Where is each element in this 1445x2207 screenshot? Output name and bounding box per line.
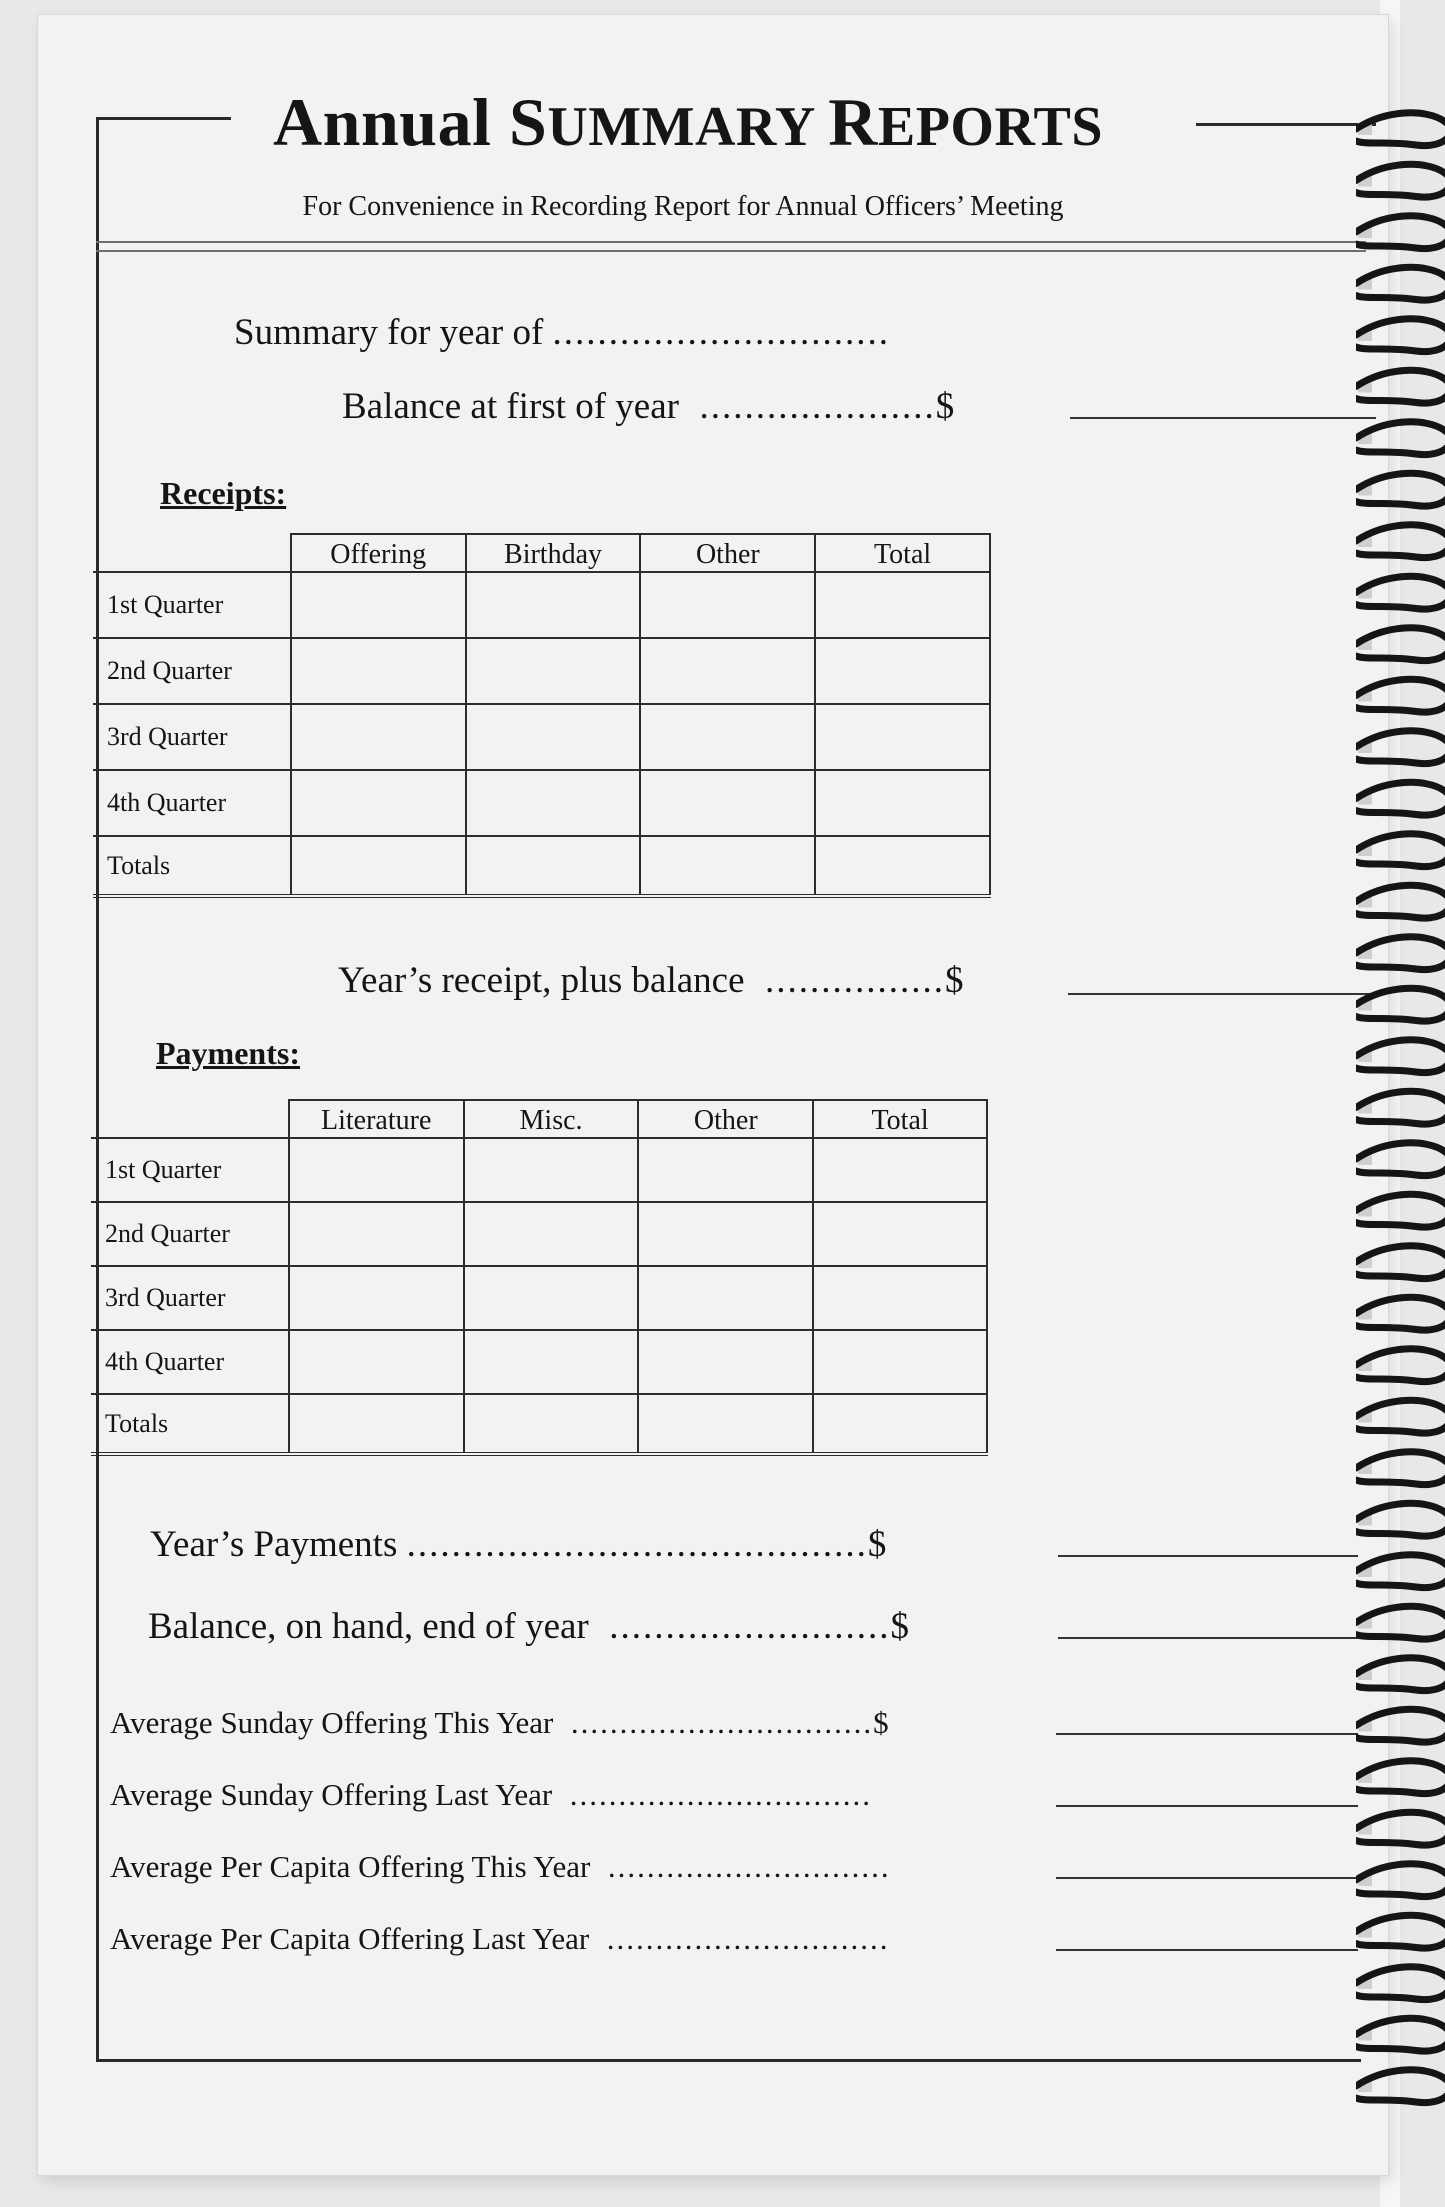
leader-dots: ............................... — [561, 1705, 874, 1740]
year-payments-line — [150, 1523, 886, 1566]
table-cell[interactable] — [813, 1394, 987, 1454]
table-cell[interactable] — [640, 836, 815, 896]
balance-end-field[interactable] — [1058, 1637, 1358, 1639]
avg-sunday-this-label: Average Sunday Offering This Year — [110, 1705, 554, 1740]
row-label: 2nd Quarter — [91, 1202, 289, 1266]
row-label: 1st Quarter — [91, 1138, 289, 1202]
table-cell[interactable] — [291, 836, 466, 896]
dollar-sign: $ — [945, 960, 964, 1001]
receipts-corner — [93, 534, 291, 572]
avg-sunday-last-line — [110, 1777, 872, 1813]
table-cell[interactable] — [815, 638, 990, 704]
leader-dots: ................ — [753, 960, 946, 1001]
table-cell[interactable] — [464, 1330, 639, 1394]
summary-year-label: Summary for year of — [234, 312, 544, 353]
table-cell[interactable] — [289, 1202, 464, 1266]
receipts-col-header: Birthday — [466, 534, 641, 572]
balance-first-line — [342, 385, 954, 428]
leader-dots: .............................. — [552, 312, 891, 353]
table-cell[interactable] — [291, 572, 466, 638]
table-cell[interactable] — [466, 770, 641, 836]
table-row — [91, 1202, 987, 1266]
table-row — [93, 638, 990, 704]
avg-sunday-last-field[interactable] — [1056, 1805, 1358, 1807]
receipts-heading: Receipts: — [160, 475, 287, 511]
payments-col-header: Literature — [289, 1100, 464, 1138]
balance-end-label: Balance, on hand, end of year — [148, 1606, 589, 1647]
page-title — [13, 83, 1363, 162]
payments-corner — [91, 1100, 289, 1138]
table-row — [93, 836, 990, 896]
payments-col-header: Misc. — [464, 1100, 639, 1138]
leader-dots: ......................................... — [406, 1524, 868, 1565]
avg-capita-this-field[interactable] — [1056, 1877, 1358, 1879]
receipts-total-field[interactable] — [1068, 993, 1376, 995]
title-summary-rest: UMMARY — [547, 96, 829, 158]
dollar-sign: $ — [867, 1524, 887, 1565]
spiral-binding — [1356, 95, 1445, 2135]
summary-year-line — [234, 311, 890, 354]
table-cell[interactable] — [813, 1266, 987, 1330]
payments-col-header: Other — [638, 1100, 813, 1138]
row-label: Totals — [93, 836, 291, 896]
table-cell[interactable] — [466, 704, 641, 770]
header-rule-top — [96, 241, 1366, 243]
table-cell[interactable] — [464, 1394, 639, 1454]
year-payments-field[interactable] — [1058, 1555, 1358, 1557]
table-cell[interactable] — [289, 1266, 464, 1330]
payments-col-header: Total — [813, 1100, 987, 1138]
row-label: 4th Quarter — [91, 1330, 289, 1394]
avg-sunday-this-field[interactable] — [1056, 1733, 1358, 1735]
title-reports-rest: EPORTS — [877, 96, 1103, 158]
table-row — [91, 1330, 987, 1394]
title-cap-r: R — [828, 84, 878, 160]
avg-capita-this-line — [110, 1849, 891, 1885]
table-cell[interactable] — [815, 770, 990, 836]
table-row — [93, 572, 990, 638]
dollar-sign: $ — [935, 386, 955, 427]
receipts-total-label: Year’s receipt, plus balance — [338, 960, 745, 1001]
receipts-col-header: Total — [815, 534, 990, 572]
avg-sunday-this-line — [110, 1705, 889, 1741]
title-cap-s: S — [509, 84, 548, 160]
dollar-sign: $ — [890, 1606, 909, 1647]
row-label: 3rd Quarter — [93, 704, 291, 770]
table-cell[interactable] — [640, 638, 815, 704]
table-cell[interactable] — [466, 836, 641, 896]
table-cell[interactable] — [815, 572, 990, 638]
table-row — [91, 1138, 987, 1202]
table-cell[interactable] — [638, 1266, 813, 1330]
leader-dots: ..................... — [688, 386, 936, 427]
avg-capita-this-label: Average Per Capita Offering This Year — [110, 1849, 591, 1884]
avg-capita-last-label: Average Per Capita Offering Last Year — [110, 1921, 590, 1956]
payments-table — [91, 1099, 988, 1456]
table-cell[interactable] — [291, 704, 466, 770]
title-word-annual: Annual — [273, 84, 509, 160]
table-cell[interactable] — [638, 1138, 813, 1202]
balance-first-field[interactable] — [1070, 417, 1376, 419]
table-row — [93, 770, 990, 836]
table-cell[interactable] — [638, 1394, 813, 1454]
table-row — [91, 1394, 987, 1454]
payments-heading: Payments: — [156, 1035, 300, 1071]
avg-capita-last-line — [110, 1921, 889, 1957]
row-label: 2nd Quarter — [93, 638, 291, 704]
avg-capita-last-field[interactable] — [1056, 1949, 1358, 1951]
table-cell[interactable] — [289, 1138, 464, 1202]
table-cell[interactable] — [638, 1202, 813, 1266]
receipts-total-line — [338, 959, 964, 1002]
row-label: 4th Quarter — [93, 770, 291, 836]
header-rule-bottom — [96, 250, 1366, 252]
table-row — [91, 1266, 987, 1330]
row-label: 3rd Quarter — [91, 1266, 289, 1330]
dollar-sign: $ — [873, 1705, 889, 1740]
page-subtitle: For Convenience in Recording Report for Annual Officers’ Meeting — [302, 191, 1064, 222]
table-cell[interactable] — [640, 704, 815, 770]
leader-dots: ............................. — [596, 1921, 890, 1956]
table-cell[interactable] — [813, 1202, 987, 1266]
table-cell[interactable] — [464, 1266, 639, 1330]
table-cell[interactable] — [813, 1330, 987, 1394]
table-cell[interactable] — [815, 704, 990, 770]
table-cell[interactable] — [815, 836, 990, 896]
table-cell[interactable] — [813, 1138, 987, 1202]
leader-dots: ............................. — [598, 1849, 891, 1884]
leader-dots: ......................... — [597, 1606, 891, 1647]
table-cell[interactable] — [640, 770, 815, 836]
balance-first-label: Balance at first of year — [342, 386, 679, 427]
table-cell[interactable] — [289, 1394, 464, 1454]
table-cell[interactable] — [289, 1330, 464, 1394]
year-payments-label: Year’s Payments — [150, 1524, 398, 1565]
table-cell[interactable] — [466, 572, 641, 638]
avg-sunday-last-label: Average Sunday Offering Last Year — [110, 1777, 553, 1812]
table-cell[interactable] — [638, 1330, 813, 1394]
receipts-table — [93, 533, 991, 898]
balance-end-line — [148, 1605, 909, 1648]
table-cell[interactable] — [464, 1138, 639, 1202]
row-label: Totals — [91, 1394, 289, 1454]
leader-dots: ............................... — [559, 1777, 872, 1812]
receipts-col-header: Other — [640, 534, 815, 572]
receipts-col-header: Offering — [291, 534, 466, 572]
row-label: 1st Quarter — [93, 572, 291, 638]
table-cell[interactable] — [464, 1202, 639, 1266]
form-page — [38, 15, 1388, 2175]
table-cell[interactable] — [291, 770, 466, 836]
table-cell[interactable] — [466, 638, 641, 704]
table-cell[interactable] — [291, 638, 466, 704]
table-cell[interactable] — [640, 572, 815, 638]
table-row — [93, 704, 990, 770]
